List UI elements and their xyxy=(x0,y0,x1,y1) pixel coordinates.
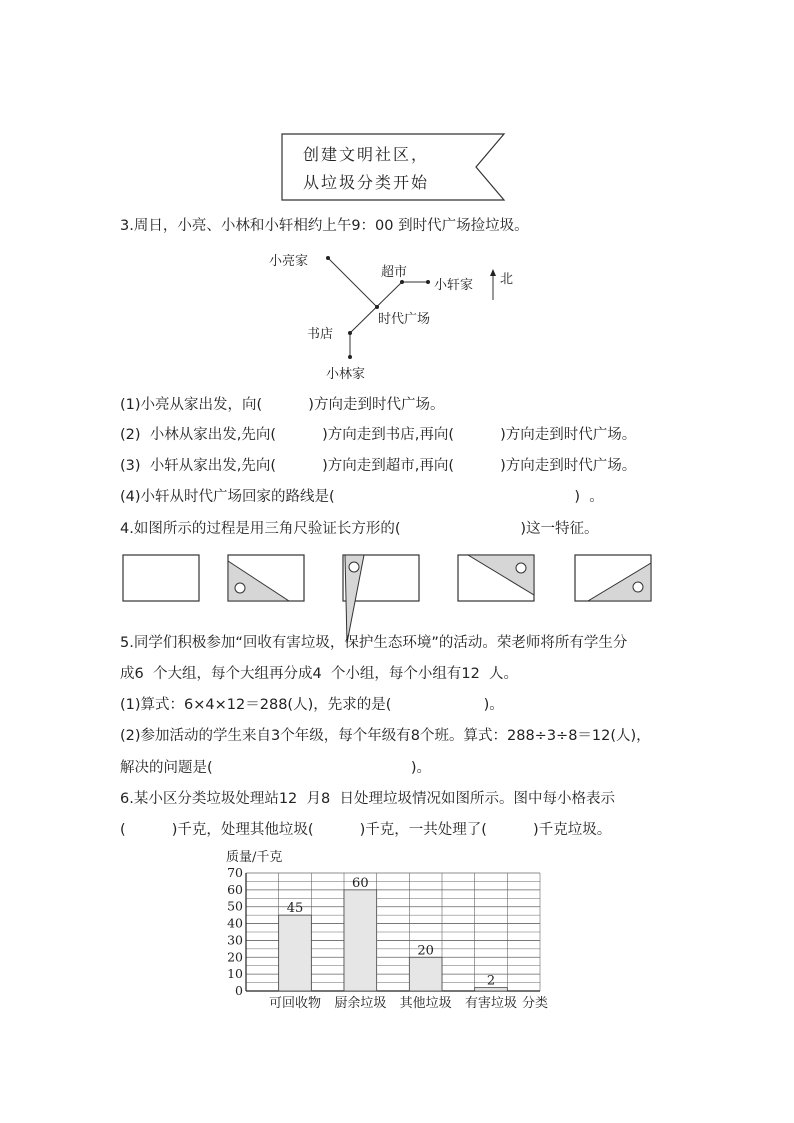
map-label-xiaolin-home: 小林家 xyxy=(326,367,366,382)
map-label-bookstore: 书店 xyxy=(307,327,334,342)
q4-stem: 4.如图所示的过程是用三角尺验证长方形的( )这一特征。 xyxy=(120,521,599,537)
q5-line-1: 5.同学们积极参加“回收有害垃圾，保护生态环境”的活动。荣老师将所有学生分 xyxy=(120,635,628,651)
y-tick-label: 10 xyxy=(227,966,243,982)
q3-part-4: (4)小轩从时代广场回家的路线是( ) 。 xyxy=(120,489,604,505)
map-label-xiaoliang-home: 小亮家 xyxy=(269,254,309,269)
q3-stem: 3.周日，小亮、小林和小轩相约上午9：00 到时代广场捡垃圾。 xyxy=(120,218,529,234)
x-tick-label-3: 其他垃圾 xyxy=(399,996,452,1011)
figure-rectangle-3 xyxy=(343,555,419,643)
q5-line-4: (2)参加活动的学生来自3个年级，每个年级有8个班。算式：288÷3÷8＝12(人)， xyxy=(120,728,651,744)
data-label-1: 45 xyxy=(286,901,304,917)
data-label-3: 20 xyxy=(417,943,434,959)
map-label-xiaoxuan-home: 小轩家 xyxy=(434,278,474,293)
q5-line-3: (1)算式：6×4×12＝288(人)，先求的是( )。 xyxy=(120,697,504,713)
y-tick-label: 50 xyxy=(227,898,243,914)
chart-yticks xyxy=(227,865,243,998)
q3-part-1: (1)小亮从家出发，向( )方向走到时代广场。 xyxy=(120,397,445,413)
bar-2 xyxy=(344,890,377,991)
banner-text xyxy=(303,141,429,197)
bar-chart xyxy=(220,845,570,1015)
x-tick-label-2: 厨余垃圾 xyxy=(334,996,387,1011)
map-label-square: 时代广场 xyxy=(378,312,431,327)
q3-map xyxy=(260,245,530,385)
bar-1 xyxy=(279,915,312,991)
map-label-north: 北 xyxy=(500,272,514,287)
q3-part-3: (3) 小轩从家出发,先向( )方向走到超市,再向( )方向走到时代广场。 xyxy=(120,458,637,474)
chart-xticks xyxy=(269,995,517,1011)
q6-line-2: ( )千克，处理其他垃圾( )千克，一共处理了( )千克垃圾。 xyxy=(120,822,612,838)
y-tick-label: 70 xyxy=(227,865,243,880)
banner-line-1: 创建文明社区， xyxy=(303,145,430,164)
x-tick-label-4: 有害垃圾 xyxy=(464,996,518,1011)
banner-line-2: 从垃圾分类开始 xyxy=(303,173,430,192)
y-tick-label: 60 xyxy=(227,881,243,897)
y-tick-label: 20 xyxy=(227,949,243,965)
x-tick-label-1: 可回收物 xyxy=(268,996,322,1011)
data-label-2: 60 xyxy=(352,875,369,891)
data-label-4: 2 xyxy=(486,973,496,989)
q6-line-1: 6.某小区分类垃圾处理站12 月8 日处理垃圾情况如图所示。图中每小格表示 xyxy=(120,791,615,807)
bar-3 xyxy=(409,957,442,991)
q5-line-5: 解决的问题是( )。 xyxy=(120,760,432,776)
y-axis-label: 质量/千克 xyxy=(226,850,283,865)
map-label-supermarket: 超市 xyxy=(381,265,408,280)
figure-rectangle-4 xyxy=(458,555,534,601)
y-tick-label: 30 xyxy=(227,932,243,948)
q3-part-2: (2) 小林从家出发,先向( )方向走到书店,再向( )方向走到时代广场。 xyxy=(120,427,637,443)
q5-line-2: 成6 个大组，每个大组再分成4 个小组，每个小组有12 人。 xyxy=(120,666,519,682)
y-tick-label: 0 xyxy=(235,983,243,998)
y-tick-label: 40 xyxy=(227,915,243,931)
figure-rectangle-5 xyxy=(575,555,651,601)
figure-rectangle-1 xyxy=(123,555,199,601)
x-axis-label: 分类 xyxy=(522,996,549,1011)
figure-rectangle-2 xyxy=(228,555,304,601)
